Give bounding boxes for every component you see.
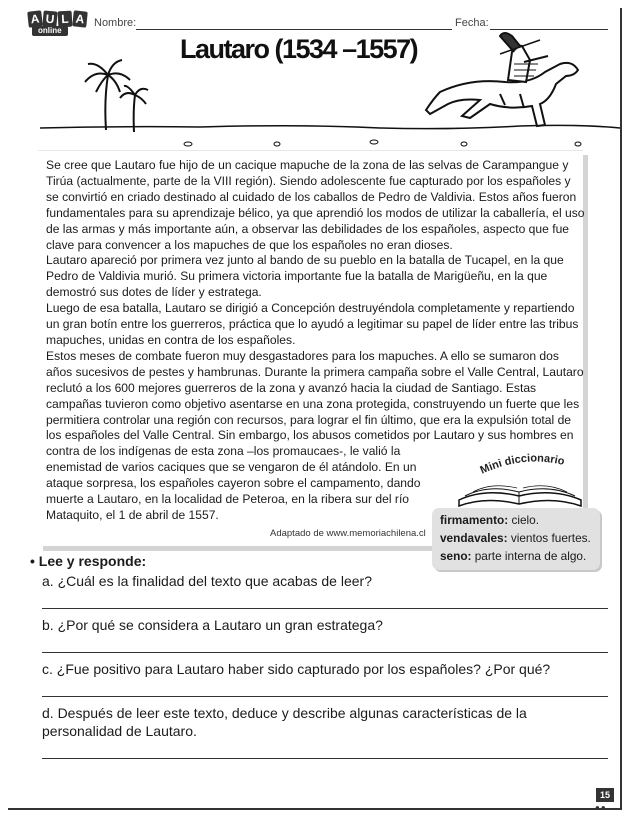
dictionary-definition: cielo. <box>508 513 539 527</box>
paragraph-line: Mataquito, el 1 de abril de 1557. <box>46 507 219 522</box>
logo-letter: A <box>72 10 88 27</box>
paragraph-line: muerte a Lautaro, en la localidad de Peteroa, en la ribera sur del río <box>46 492 410 507</box>
answer-line-d[interactable] <box>42 758 608 759</box>
palm-trees-icon <box>85 60 148 132</box>
dictionary-term: seno: <box>440 549 472 563</box>
answer-line-a[interactable] <box>42 608 608 609</box>
page-dots: ●● <box>595 803 607 812</box>
logo-letter: U <box>42 10 57 27</box>
logo-letter: A <box>27 10 43 27</box>
dictionary-definition: parte interna de algo. <box>471 549 587 563</box>
rider-on-horse-icon <box>426 33 578 126</box>
logo-letter: L <box>58 11 73 28</box>
paragraph-line: enemistad de varios caciques que se vengaron de él atándolo. En un <box>46 460 417 475</box>
question-a: a. ¿Cuál es la finalidad del texto que acabas de leer? <box>42 573 372 589</box>
svg-text:Mini diccionario: Mini diccionario <box>478 452 566 477</box>
page-number: 15 <box>596 788 614 802</box>
dictionary-term: firmamento: <box>440 513 509 527</box>
question-c: c. ¿Fue positivo para Lautaro haber sido capturado por los españoles? ¿Por qué? <box>42 661 551 677</box>
header-illustration <box>0 0 638 160</box>
paragraph: Lautaro apareció por primera vez junto al bando de su pueblo en la batalla de Tucapel, en la que Pedro de Valdivia murió. Su primera victoria importante fue la batalla de Marigüeñu, en la que demostró sus dotes de líder y estratega. <box>46 253 564 300</box>
dictionary-definition: vientos fuertes. <box>507 531 591 545</box>
dictionary-entry <box>440 513 539 527</box>
stones-icon <box>184 140 581 146</box>
dictionary-term: vendavales: <box>440 531 508 545</box>
answer-line-c[interactable] <box>42 696 608 697</box>
dictionary-entry <box>440 549 586 563</box>
questions-heading: • Lee y responde: <box>30 553 147 569</box>
open-book-icon <box>455 470 585 512</box>
dictionary-entry <box>440 531 591 545</box>
name-label: Nombre: <box>94 17 137 29</box>
paragraph: Luego de esa batalla, Lautaro se dirigió a Concepción destruyéndola completamente y repartiendo un gran botín entre los guerreros, práctica que lo ayudó a legitimar su papel de líder entre las tribus mapuches, unidas en contra de los españoles. <box>46 301 579 347</box>
source-credit: Adaptado de www.memoriachilena.cl <box>270 528 426 539</box>
paragraph: Estos meses de combate fueron muy desgastadores para los mapuches. A ello se sumaron dos años sucesivos de pestes y hambrunas. Durante la primera campaña sobre el Valle Central, Lautaro reclutó a los 600 mejores guerreros de la zona y avanzó hacia la ciudad de Santiago. Estas campañas tuvieron como objetivo asentarse en una zona protegida, construyendo un fuerte que les permitiera controlar una región con recursos, para lograr el fin último, que era la expulsión total de los españoles del Valle Central. Sin embargo, los abusos cometidos por Lautaro y sus hombres en contra de los indígenas de esta zona –los promaucaes-, le valió la <box>46 348 584 459</box>
horizon-line <box>40 125 620 128</box>
page-title: Lautaro (1534 –1557) <box>180 34 418 64</box>
question-d: d. Después de leer este texto, deduce y describe algunas características de la personalidad de Lautaro. <box>42 705 527 739</box>
paragraph: Se cree que Lautaro fue hijo de un cacique mapuche de la zona de las selvas de Carampangue y Tirúa (actualmente, parte de la VIII región). Siendo adolescente fue capturado por los españoles y se convirtió en criado destinado al cuidado de los caballos de Pedro de Valdivia. Estos años fueron fundamentales para su aprendizaje bélico, ya que aprendió los modos de utilizar la caballería, el uso de las armas y más importante aún, a observar las debilidades de los españoles, aspecto que fue clave para convencer a los mapuches de que los españoles no eran dioses. <box>46 158 585 252</box>
question-b: b. ¿Por qué se considera a Lautaro un gran estratega? <box>42 617 383 633</box>
answer-line-b[interactable] <box>42 652 608 653</box>
date-label: Fecha: <box>455 17 489 29</box>
paragraph-line: ataque sorpresa, los españoles cayeron sobre el campamento, dando <box>46 476 421 491</box>
logo-subtitle: online <box>32 26 68 36</box>
